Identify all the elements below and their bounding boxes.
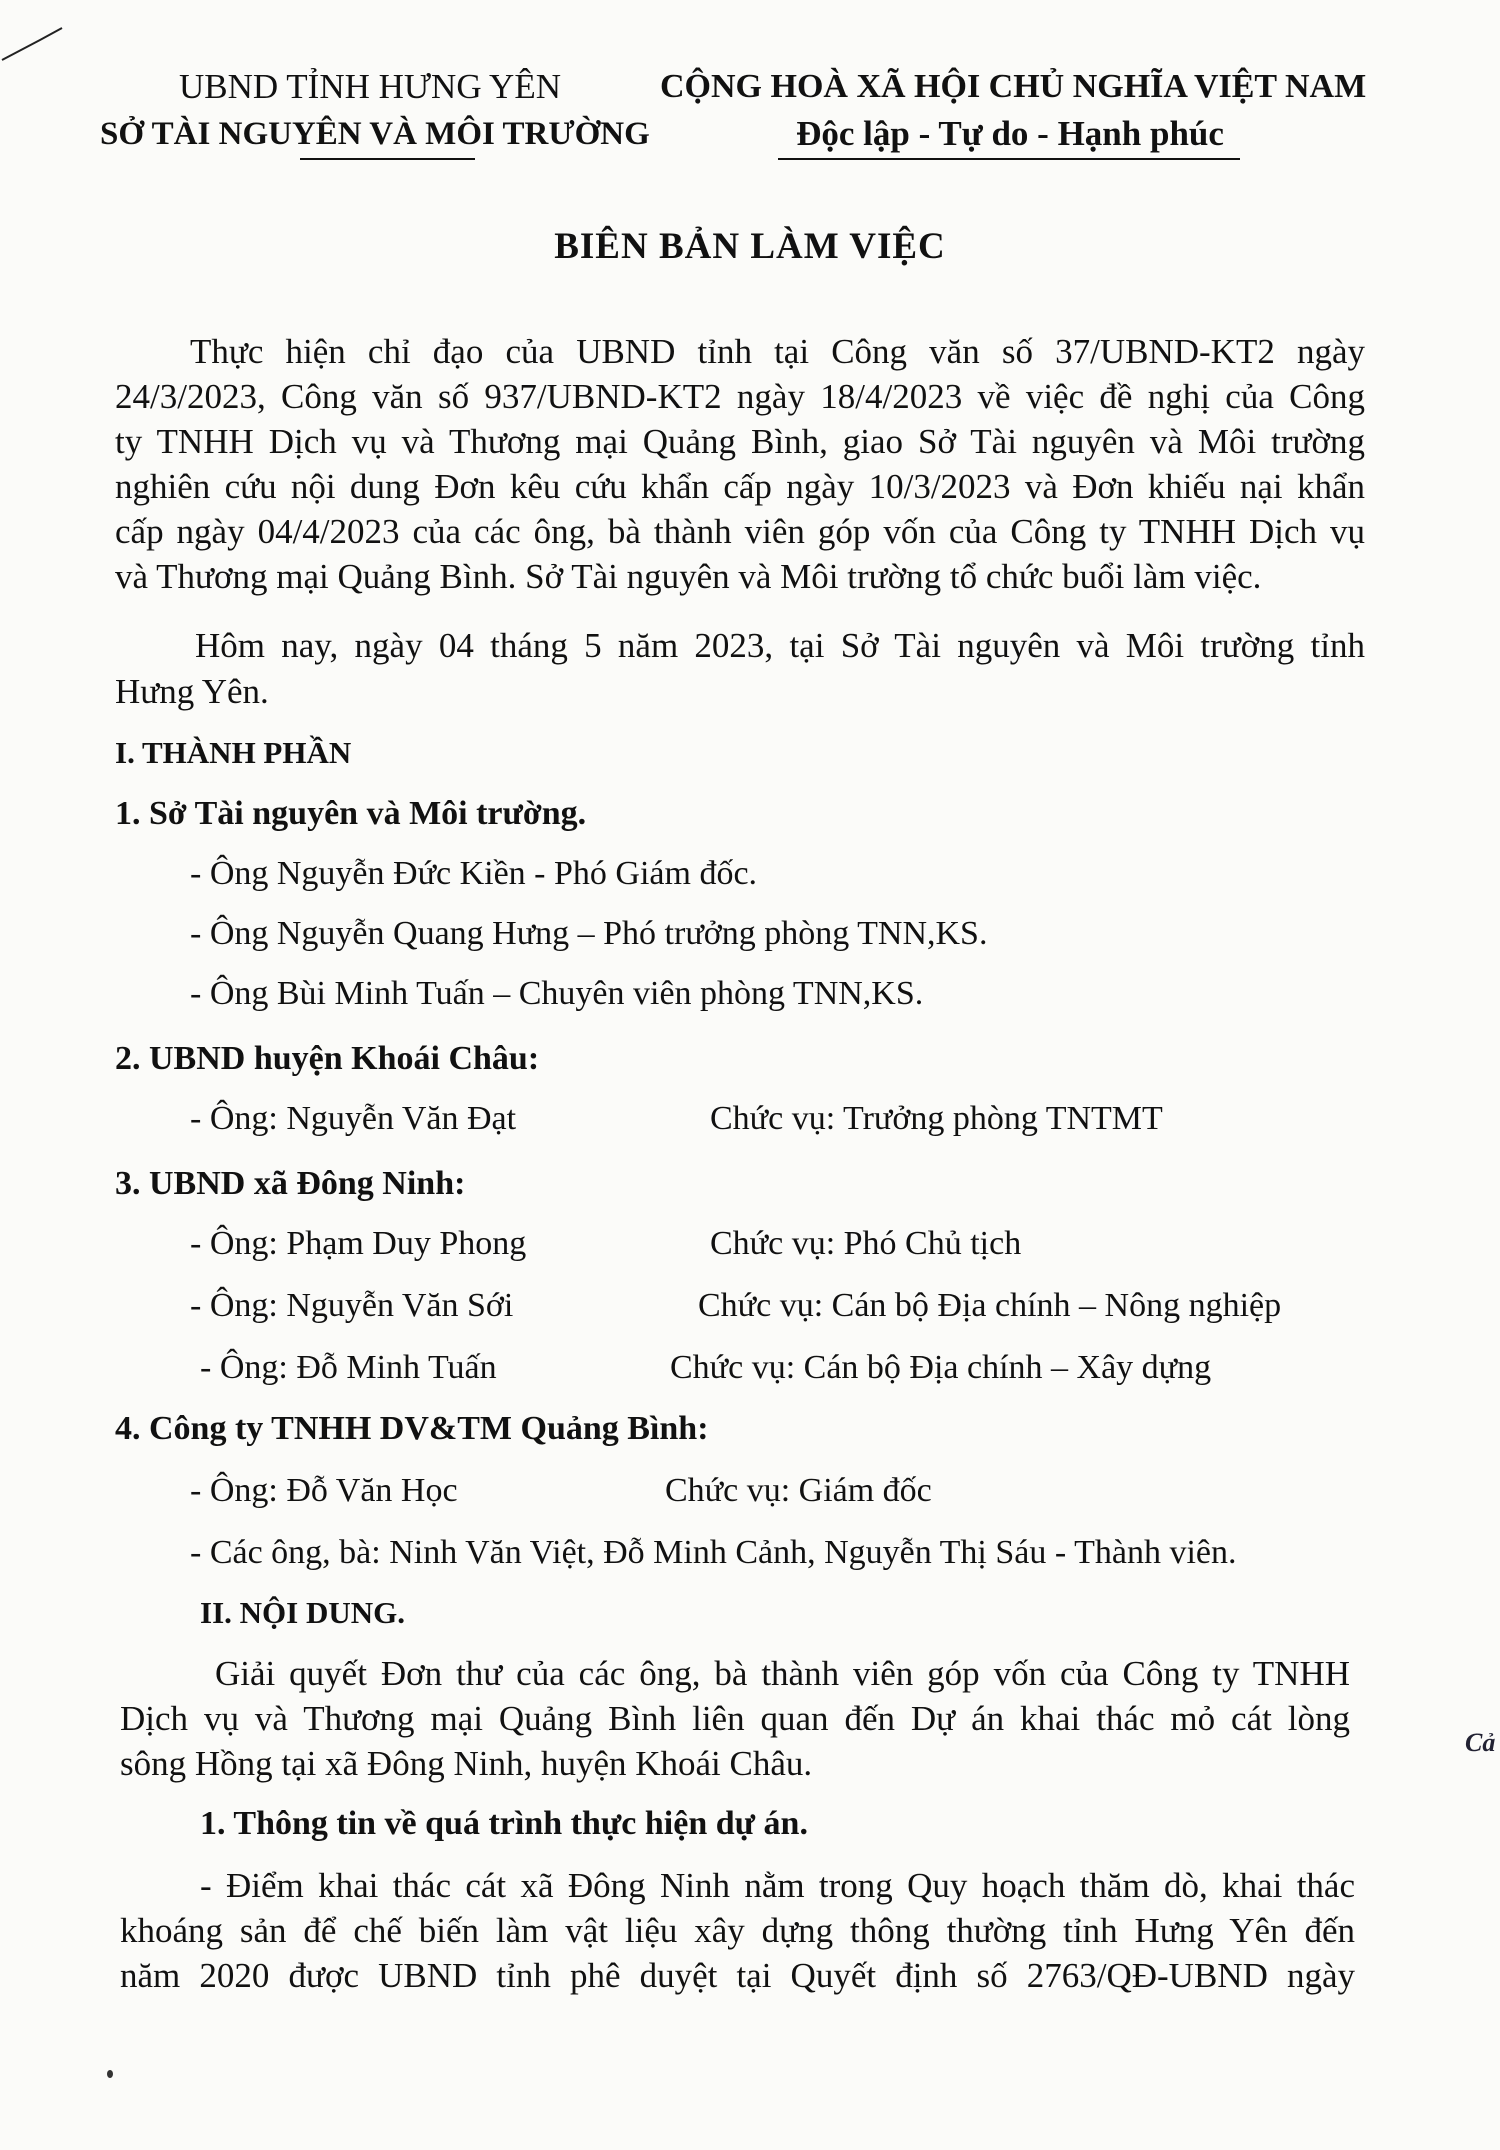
content-line: năm 2020 được UBND tỉnh phê duyệt tại Quyết định số 2763/QĐ-UBND ngày	[120, 1956, 1355, 1995]
motto-underline	[778, 158, 1240, 160]
date-line: Hôm nay, ngày 04 tháng 5 năm 2023, tại Sở Tài nguyên và Môi trường tỉnh	[195, 626, 1365, 665]
intro-line: Thực hiện chỉ đạo của UBND tỉnh tại Công văn số 37/UBND-KT2 ngày	[190, 332, 1365, 371]
national-motto: Độc lập - Tự do - Hạnh phúc	[796, 114, 1224, 153]
member-name: - Ông: Đỗ Văn Học	[190, 1472, 458, 1509]
member-name: - Ông: Nguyễn Văn Sới	[190, 1287, 514, 1324]
group-heading: 1. Sở Tài nguyên và Môi trường.	[115, 795, 587, 832]
content-line: khoáng sản để chế biến làm vật liệu xây dựng thông thường tỉnh Hưng Yên đến	[120, 1911, 1355, 1950]
member-name: - Ông: Đỗ Minh Tuấn	[200, 1349, 497, 1386]
member-others: - Các ông, bà: Ninh Văn Việt, Đỗ Minh Cảnh, Nguyễn Thị Sáu - Thành viên.	[190, 1534, 1237, 1571]
member-name: - Ông: Phạm Duy Phong	[190, 1225, 527, 1262]
agency-underline	[300, 158, 475, 160]
member-role: Chức vụ: Cán bộ Địa chính – Xây dựng	[670, 1349, 1212, 1386]
agency-name: SỞ TÀI NGUYÊN VÀ MÔI TRƯỜNG	[100, 116, 650, 152]
section-heading: I. THÀNH PHẦN	[115, 735, 352, 770]
date-line: Hưng Yên.	[115, 672, 269, 711]
member-line: - Ông Nguyễn Đức Kiền - Phó Giám đốc.	[190, 855, 758, 892]
member-line: - Ông Nguyễn Quang Hưng – Phó trưởng phòng TNN,KS.	[190, 915, 988, 952]
pen-stroke-mark	[0, 0, 80, 70]
ink-dot-mark	[105, 2068, 115, 2080]
section-heading: II. NỘI DUNG.	[200, 1595, 405, 1630]
intro-line: 24/3/2023, Công văn số 937/UBND-KT2 ngày 18/4/2023 về việc đề nghị của Công	[115, 377, 1365, 416]
national-title: CỘNG HOÀ XÃ HỘI CHỦ NGHĨA VIỆT NAM	[660, 68, 1367, 105]
intro-line: và Thương mại Quảng Bình. Sở Tài nguyên và Môi trường tổ chức buổi làm việc.	[115, 557, 1262, 596]
content-line: Giải quyết Đơn thư của các ông, bà thành viên góp vốn của Công ty TNHH	[215, 1654, 1350, 1693]
document-title: BIÊN BẢN LÀM VIỆC	[554, 226, 946, 267]
agency-parent: UBND TỈNH HƯNG YÊN	[179, 67, 561, 106]
member-name: - Ông: Nguyễn Văn Đạt	[190, 1100, 517, 1137]
member-role: Chức vụ: Phó Chủ tịch	[710, 1225, 1022, 1262]
group-heading: 4. Công ty TNHH DV&TM Quảng Bình:	[115, 1410, 709, 1447]
margin-note: Cả	[1465, 1728, 1496, 1757]
member-role: Chức vụ: Giám đốc	[665, 1472, 932, 1509]
content-line: sông Hồng tại xã Đông Ninh, huyện Khoái Châu.	[120, 1744, 813, 1783]
member-role: Chức vụ: Cán bộ Địa chính – Nông nghiệp	[698, 1287, 1282, 1324]
subsection-heading: 1. Thông tin về quá trình thực hiện dự án.	[200, 1805, 808, 1842]
content-line: Dịch vụ và Thương mại Quảng Bình liên quan đến Dự án khai thác mỏ cát lòng	[120, 1699, 1350, 1738]
group-heading: 3. UBND xã Đông Ninh:	[115, 1165, 466, 1202]
content-line: - Điểm khai thác cát xã Đông Ninh nằm trong Quy hoạch thăm dò, khai thác	[200, 1866, 1355, 1905]
member-role: Chức vụ: Trưởng phòng TNTMT	[710, 1100, 1163, 1137]
member-line: - Ông Bùi Minh Tuấn – Chuyên viên phòng TNN,KS.	[190, 975, 924, 1012]
intro-line: cấp ngày 04/4/2023 của các ông, bà thành viên góp vốn của Công ty TNHH Dịch vụ	[115, 512, 1365, 551]
intro-line: ty TNHH Dịch vụ và Thương mại Quảng Bình, giao Sở Tài nguyên và Môi trường	[115, 422, 1365, 461]
group-heading: 2. UBND huyện Khoái Châu:	[115, 1040, 540, 1077]
intro-line: nghiên cứu nội dung Đơn kêu cứu khẩn cấp ngày 10/3/2023 và Đơn khiếu nại khẩn	[115, 467, 1365, 506]
